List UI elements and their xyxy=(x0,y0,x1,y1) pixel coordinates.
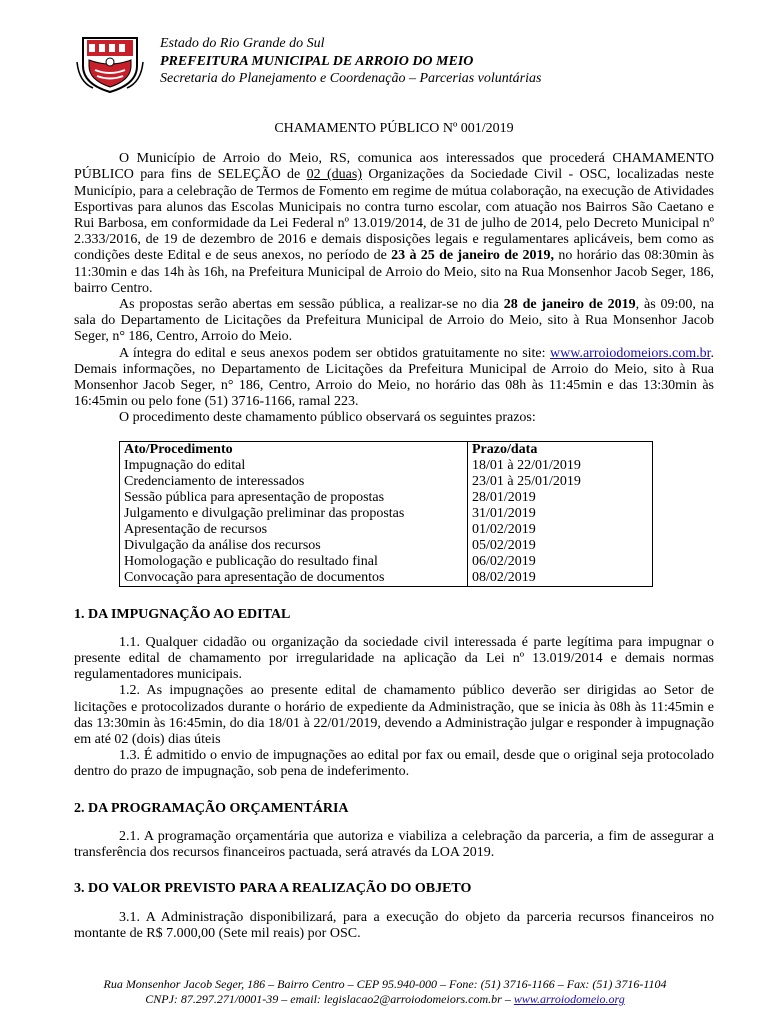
table-row: Julgamento e divulgação preliminar das propostas 31/01/2019 xyxy=(120,506,653,522)
table-row: Impugnação do edital 18/01 à 22/01/2019 xyxy=(120,458,653,474)
prefeitura-name: PREFEITURA MUNICIPAL DE ARROIO DO MEIO xyxy=(160,53,474,69)
state-name: Estado do Rio Grande do Sul xyxy=(160,36,325,51)
paragraph-1-1: 1.1. Qualquer cidadão ou organização da sociedade civil interessada é parte legítima para impugnar o presente edital de chamamento por irregularidade na aplicação da Lei nº 13.019/2014 e demais normas regulamentadores municipais. xyxy=(74,634,714,683)
table-row: Divulgação da análise dos recursos 05/02/2019 xyxy=(120,538,653,554)
paragraph-1-2: 1.2. As impugnações ao presente edital de chamamento público deverão ser dirigidas ao Setor de licitações e protocolizados durante o horário de expediente da Administração, que se inicia às 08h às 11:45min e das 13:30min às 16:45min, do dia 18/01 à 22/01/2019, devendo a Administração julgar e responder à impugnação em até 02 (dois) dias úteis xyxy=(74,683,714,748)
footer-address: Rua Monsenhor Jacob Seger, 186 – Bairro Centro – CEP 95.940-000 – Fone: (51) 3716-1166 – Fax: (51) 3716-1104 xyxy=(103,977,667,991)
footer xyxy=(0,977,770,1007)
paragraph-2-1: 2.1. A programação orçamentária que autoriza e viabiliza a celebração da parceria, a fim de assegurar a transferência dos recursos financeiros pactuada, será através da LOA 2019. xyxy=(74,828,714,861)
table-row: Convocação para apresentação de documentos 08/02/2019 xyxy=(120,570,653,587)
letterhead xyxy=(75,32,695,94)
section-heading-impugnacao: 1. DA IMPUGNAÇÃO AO EDITAL xyxy=(74,606,291,622)
section-heading-orcamentaria: 2. DA PROGRAMAÇÃO ORÇAMENTÁRIA xyxy=(74,800,349,816)
intro-paragraph-1: O Município de Arroio do Meio, RS, comunica aos interessados que procederá CHAMAMENTO PÚBLICO para fins de SELEÇÃO de 02 (duas) Organizações da Sociedade Civil - OSC, localizadas neste Município, para a celebração de Termos de Fomento em regime de mútua colaboração, na execução de Atividades Esportivas para alunos das Escolas Municipais no contra turno escolar, com atuação nos Bairros São Caetano e Rui Barbosa, em conformidade da Lei Federal nº 13.019/2014, de 31 de julho de 2014, pelo Decreto Municipal nº 2.333/2016, de 19 de dezembro de 2016 e demais disposições legais e regulamentares aplicáveis, bem como as condições deste Edital e de seus anexos, no período de 23 à 25 de janeiro de 2019, no horário das 08:30min às 11:30min e das 14h às 16h, na Prefeitura Municipal de Arroio do Meio, sito na Rua Monsenhor Jacob Seger, 186, bairro Centro. xyxy=(74,151,715,296)
footer-contact: CNPJ: 87.297.271/0001-39 – email: legislacao2@arroiodomeiors.com.br – www.arroiodomeio.org xyxy=(145,992,625,1006)
page-title: CHAMAMENTO PÚBLICO Nº 001/2019 xyxy=(274,121,514,136)
table-row: Credenciamento de interessados 23/01 à 25/01/2019 xyxy=(120,474,653,490)
column-header-prazo: Prazo/data xyxy=(468,441,653,458)
paragraph-1-3: 1.3. É admitido o envio de impugnações ao edital por fax ou email, desde que o original seja protocolado dentro do prazo de impugnação, sob pena de indeferimento. xyxy=(74,748,714,780)
table-row: Sessão pública para apresentação de propostas 28/01/2019 xyxy=(120,490,653,506)
document-body xyxy=(74,121,714,942)
table-row: Homologação e publicação do resultado final 06/02/2019 xyxy=(120,554,653,570)
intro-paragraph-4: O procedimento deste chamamento público observará os seguintes prazos: xyxy=(119,410,536,426)
secretaria-name: Secretaria do Planejamento e Coordenação – Parcerias voluntárias xyxy=(160,71,542,86)
intro-paragraph-3: A íntegra do edital e seus anexos podem ser obtidos gratuitamente no site: www.arroiodomeiors.com.br. Demais informações, no Departamento de Licitações da Prefeitura Municipal de Arroio do Meio, sito à Rua Monsenhor Jacob Seger, n° 186, Centro, Arroio do Meio, no horário das 08h às 11:45min e das 13:30min às 16:45min ou pelo fone (51) 3716-1166, ramal 223. xyxy=(74,345,714,410)
footer-site-link[interactable]: www.arroiodomeio.org xyxy=(513,992,625,1006)
paragraph-3-1: 3.1. A Administração disponibilizará, para a execução do objeto da parceria recursos financeiros no montante de R$ 7.000,00 (Sete mil reais) por OSC. xyxy=(74,909,714,941)
column-header-procedimento: Ato/Procedimento xyxy=(120,441,468,458)
table-row: Apresentação de recursos 01/02/2019 xyxy=(120,522,653,538)
site-link[interactable]: www.arroiodomeiors.com.br xyxy=(550,345,711,361)
table-header-row xyxy=(120,441,653,458)
intro-paragraph-2: As propostas serão abertas em sessão pública, a realizar-se no dia 28 de janeiro de 2019, às 09:00, na sala do Departamento de Licitações da Prefeitura Municipal de Arroio do Meio, sito à Rua Monsenhor Jacob Seger, n° 186, Centro, Arroio do Meio. xyxy=(74,297,714,345)
municipal-crest-icon xyxy=(75,32,145,94)
deadlines-table xyxy=(119,441,653,587)
section-heading-valor: 3. DO VALOR PREVISTO PARA A REALIZAÇÃO DO OBJETO xyxy=(74,881,472,897)
